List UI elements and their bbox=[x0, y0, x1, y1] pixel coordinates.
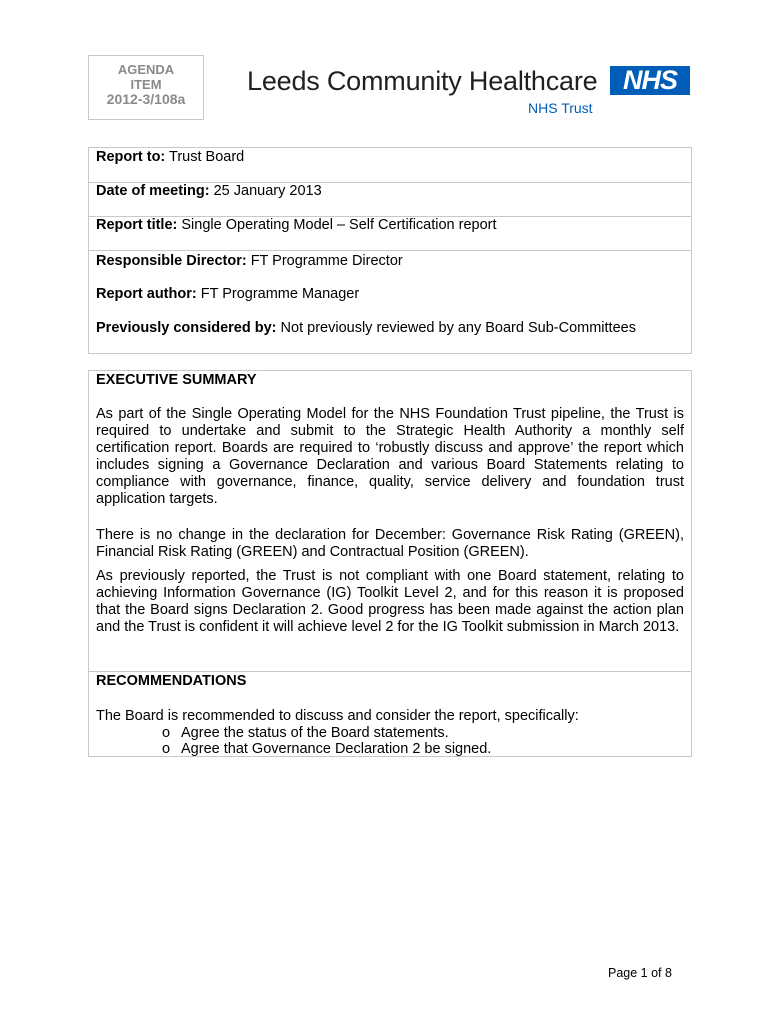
agenda-reference: 2012-3/108a bbox=[106, 91, 186, 107]
recommendations-heading: RECOMMENDATIONS bbox=[96, 673, 247, 689]
previously-considered-row bbox=[89, 320, 691, 336]
executive-summary-heading: EXECUTIVE SUMMARY bbox=[96, 372, 257, 388]
summary-paragraph: As previously reported, the Trust is not compliant with one Board statement, relating to achieving Information Governance (IG) Toolkit Level 2, and for this reason it is proposed that the Board signs Declaration 2. Good progress has been made against the action plan and the Trust is confident it will achieve level 2 for the IG Toolkit submission in March 2013. bbox=[96, 568, 684, 635]
responsible-director-value: FT Programme Director bbox=[246, 253, 403, 269]
date-of-meeting-row bbox=[89, 183, 691, 199]
date-of-meeting-label: Date of meeting: bbox=[96, 183, 210, 199]
summary-paragraph: As part of the Single Operating Model for the NHS Foundation Trust pipeline, the Trust is required to undertake and submit to the Strategic Health Authority a monthly self certification report. Boards are required to ‘robustly discuss and approve’ the report which includes signing a Governance Declaration and various Board Statements relating to compliance with governance, finance, quality, service delivery and foundation trust application targets. bbox=[96, 406, 684, 507]
recommendation-text: Agree that Governance Declaration 2 be signed. bbox=[181, 741, 492, 757]
report-author-value: FT Programme Manager bbox=[196, 286, 360, 302]
report-title-value: Single Operating Model – Self Certification report bbox=[177, 217, 497, 233]
report-to-label: Report to: bbox=[96, 149, 166, 165]
recommendation-text: Agree the status of the Board statements. bbox=[181, 725, 449, 741]
recommendation-item bbox=[162, 741, 491, 757]
previously-considered-value: Not previously reviewed by any Board Sub-Committees bbox=[276, 320, 636, 336]
organisation-name-logo: Leeds Community Healthcare bbox=[247, 66, 598, 96]
row-divider bbox=[89, 250, 691, 251]
report-title-label: Report title: bbox=[96, 217, 178, 233]
report-author-label: Report author: bbox=[96, 286, 197, 302]
date-of-meeting-value: 25 January 2013 bbox=[209, 183, 322, 199]
report-to-value: Trust Board bbox=[165, 149, 245, 165]
responsible-director-label: Responsible Director: bbox=[96, 253, 247, 269]
report-info-table bbox=[88, 147, 692, 354]
page-number: Page 1 of 8 bbox=[608, 966, 672, 980]
recommendation-item bbox=[162, 725, 449, 741]
report-to-row bbox=[89, 149, 691, 165]
previously-considered-label: Previously considered by: bbox=[96, 320, 277, 336]
nhs-logo-badge: NHS bbox=[610, 66, 690, 95]
section-divider bbox=[89, 671, 691, 672]
agenda-item-box bbox=[88, 55, 204, 120]
executive-summary-table bbox=[88, 370, 692, 757]
recommendations-intro: The Board is recommended to discuss and consider the report, specifically: bbox=[96, 708, 579, 724]
summary-paragraph: There is no change in the declaration for December: Governance Risk Rating (GREEN), Financial Risk Rating (GREEN) and Contractual Position (GREEN). bbox=[96, 527, 684, 560]
bullet-marker: o bbox=[162, 725, 171, 741]
item-label: ITEM bbox=[130, 77, 162, 92]
bullet-marker: o bbox=[162, 741, 171, 757]
agenda-label: AGENDA bbox=[117, 62, 175, 77]
report-author-row bbox=[89, 286, 691, 302]
responsible-director-row bbox=[89, 253, 691, 269]
nhs-trust-subtitle: NHS Trust bbox=[528, 100, 593, 116]
report-title-row bbox=[89, 217, 691, 233]
